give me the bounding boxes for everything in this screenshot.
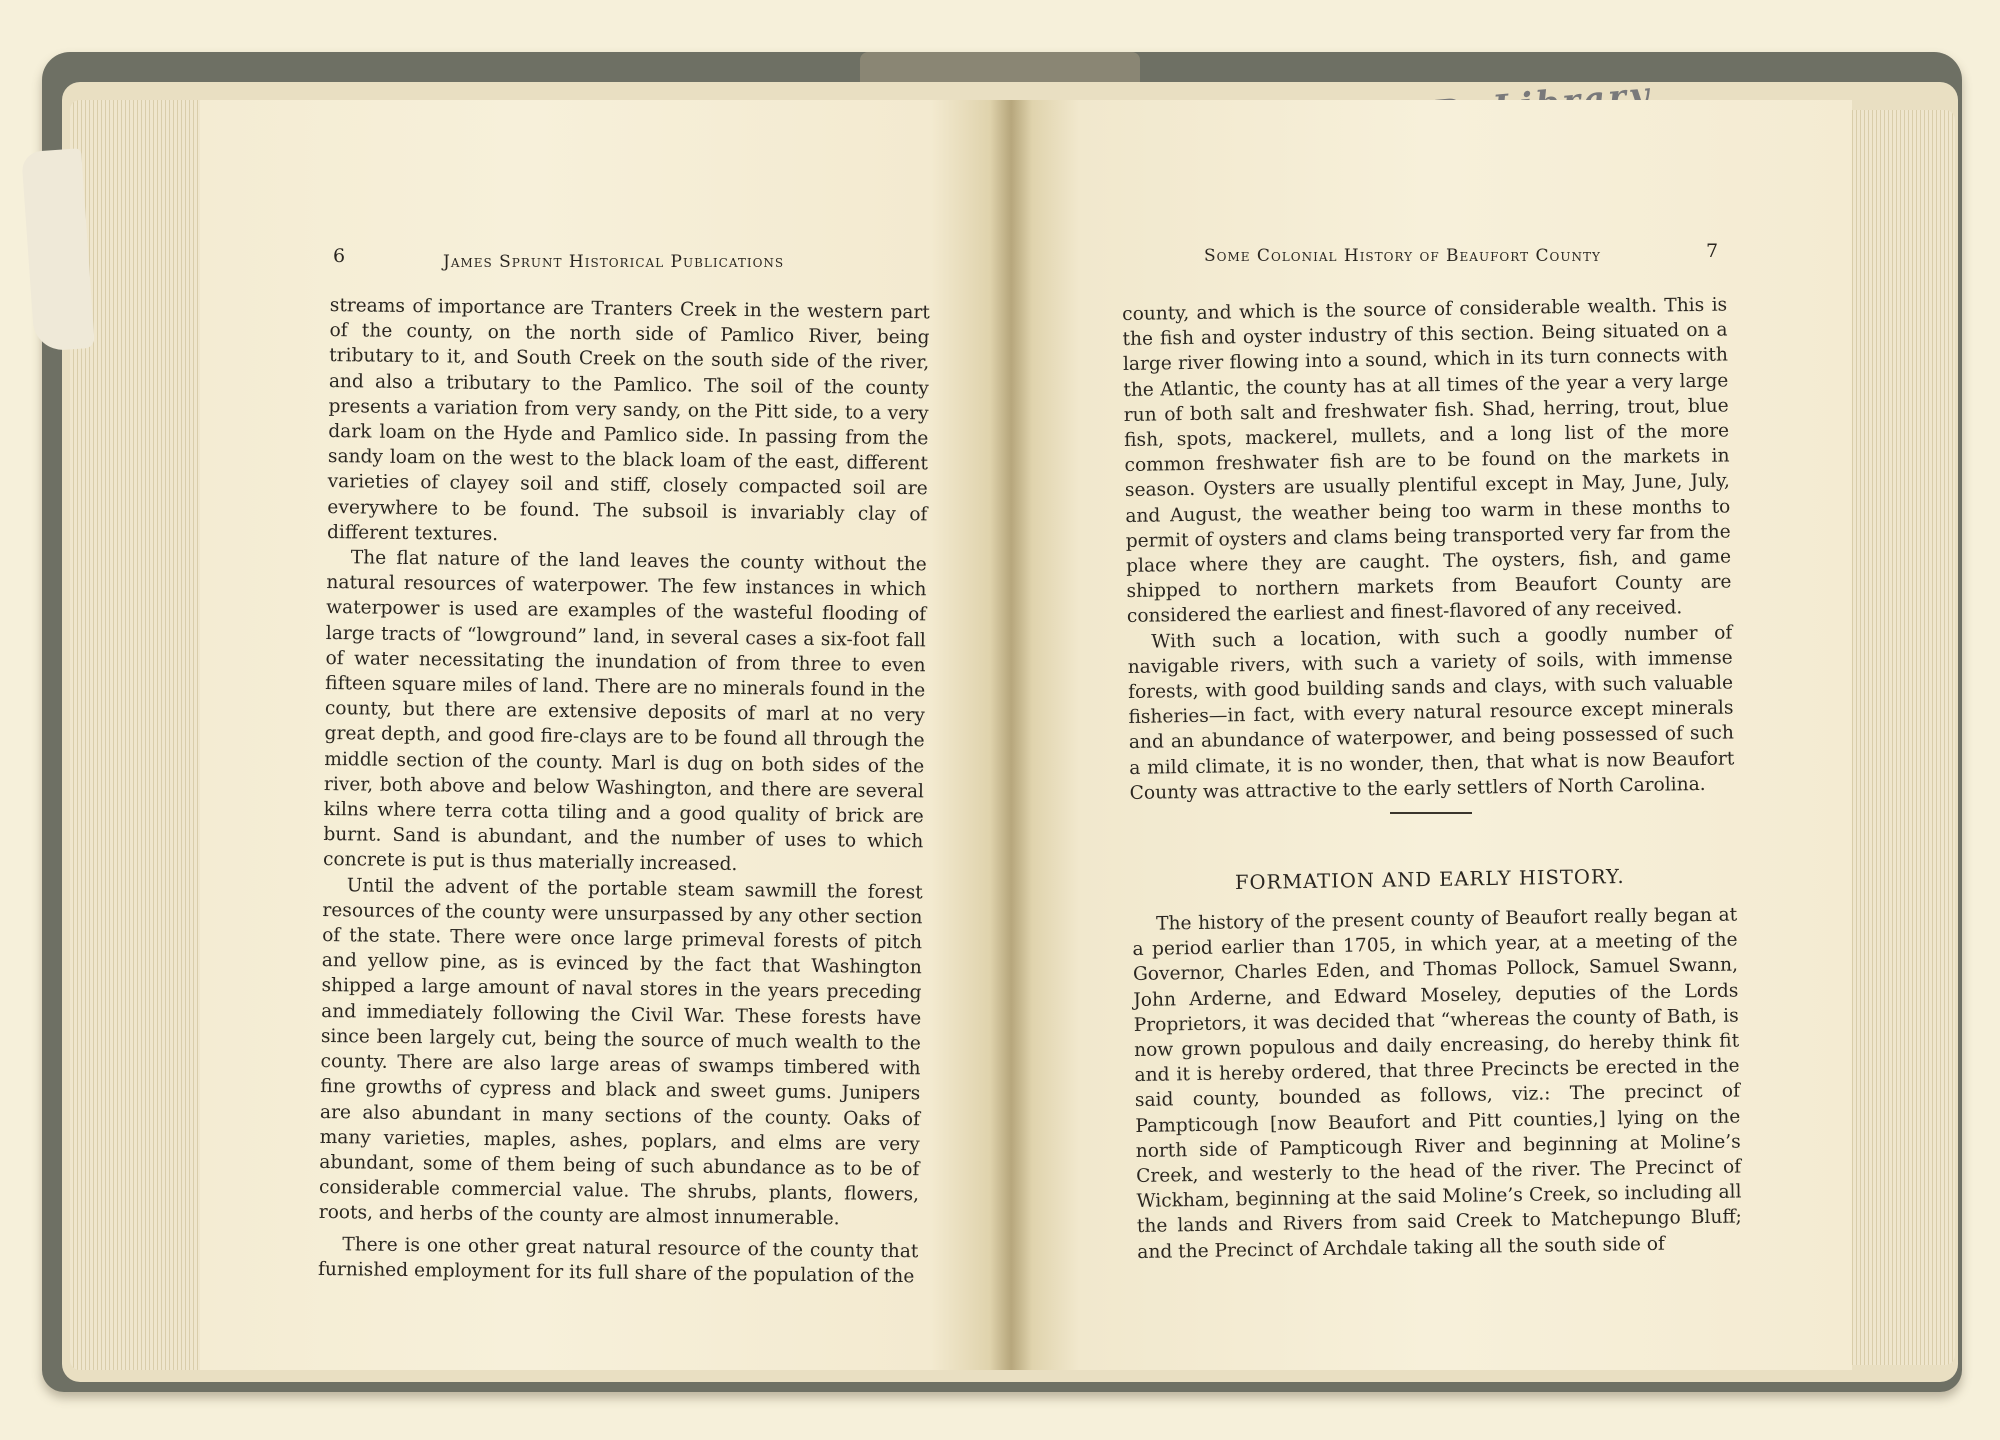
paragraph: streams of importance are Tranters Creek in the western part of the county, on the north side of Pamlico River, being tributary to it, and South Creek on the south side of the river, and also a tributary to the Pamlico. The soil of the county presents a variation from very sandy, on the Pitt side, to a very dark loam on the Hyde and Pamlico side. In passing from the sandy loam on the west to the black loam of the east, different varieties of clayey soil and stiff, closely compacted soil are everywhere to be found. The subsoil is invariably clay of different textures. <box>326 294 930 545</box>
section-heading: FORMATION AND EARLY HISTORY. <box>1234 864 1625 895</box>
paragraph: The history of the present county of Beaufort really began at a period earlier than 1705, in which year, at a meeting of the Governor, Charles Eden, and Thomas Pollock, Samuel Swann, John Arderne, and Edward Moseley, deputies of the Lords Proprietors, it was decided that “whereas the county of Bath, is now grown populous and daily encreasing, do hereby think fit and it is hereby ordered, that three Precincts be erected in the said county, bounded as follows, viz.: The precinct of Pampticough [now Beaufort and Pitt counties,] lying on the north side of Pampticough River and beginning at Moline’s Creek, and westerly to the head of the river. The Precinct of Wickham, beginning at the said Moline’s Creek, so including all the lands and Rivers from said Creek to Matchepungo Bluff; and the Precinct of Archdale taking all the south side of <box>1132 904 1743 1263</box>
body-text <box>318 293 930 1289</box>
page-edges-left <box>70 100 210 1370</box>
page-number: 6 <box>333 245 346 267</box>
right-page <box>1012 100 1852 1370</box>
left-page <box>200 100 1012 1370</box>
paragraph: The flat nature of the land leaves the county without the natural resources of waterpower. The few instances in which waterpower is used are examples of the wasteful flooding of large tracts of “lowground” land, in several cases a six-foot fall of water necessitating the inundation of from three to even fifteen square miles of land. There are no minerals found in the county, but there are extensive deposits of marl at no very great depth, and good fire-clays are to be found all through the middle section of the county. Marl is dug on both sides of the river, both above and below Washington, and there are several kilns where terra cotta tiling and a good quality of brick are burnt. Sand is abundant, and the number of uses to which concrete is put is thus materially increased. <box>322 547 927 876</box>
paragraph: county, and which is the source of considerable wealth. This is the fish and oyster industry of this section. Being situated on a large river flowing into a sound, which in its turn connects with the Atlantic, the county has at all times of the year a very large run of both salt and freshwater fish. Shad, herring, trout, blue fish, spots, mackerel, mullets, and a long list of the more common freshwater fish are to be found on the markets in season. Oysters are usually plentiful except in May, June, July, and August, the weather being too warm in these months to permit of oysters and clams being transported very far from the place where they are caught. The oysters, fish, and game shipped to northern markets from Beaufort County are considered the earliest and finest-flavored of any received. <box>1122 294 1732 628</box>
book-gutter <box>990 100 1032 1370</box>
paragraph: There is one other great natural resource of the county that furnished employment for its full share of the population of the <box>317 1233 919 1287</box>
running-head: James Sprunt Historical Publications <box>443 252 785 272</box>
running-head: Some Colonial History of Beaufort County <box>1204 246 1601 266</box>
page-edges-right <box>1840 110 1955 1365</box>
body-text-bottom <box>1132 902 1742 1264</box>
paragraph: With such a location, with such a goodly number of navigable rivers, with such a variety of soils, with immense forests, with good building sands and clays, with such valuable fisheries—in fact, with every natural resource except minerals and an abundance of waterpower, and being possessed of such a mild climate, it is no wonder, then, that what is now Beaufort County was attractive to the early settlers of North Carolina. <box>1127 622 1735 804</box>
section-divider <box>1390 812 1472 814</box>
body-text-top <box>1122 292 1735 806</box>
paragraph: Until the advent of the portable steam sawmill the forest resources of the county were unsurpassed by any other section of the state. There were once large primeval forests of pitch and yellow pine, as is evinced by the fact that Washington shipped a large amount of naval stores in the years preceding and immediately following the Civil War. These forests have since been largely cut, being the source of much wealth to the county. There are also large areas of swamps timbered with fine growths of cypress and black and sweet gums. Junipers are also abundant in many sections of the county. Oaks of many varieties, maples, ashes, poplars, and elms are very abundant, some of them being of such abundance as to be of considerable commercial value. The shrubs, plants, flowers, roots, and herbs of the county are almost innumerable. <box>318 874 923 1230</box>
page-number: 7 <box>1706 240 1719 262</box>
